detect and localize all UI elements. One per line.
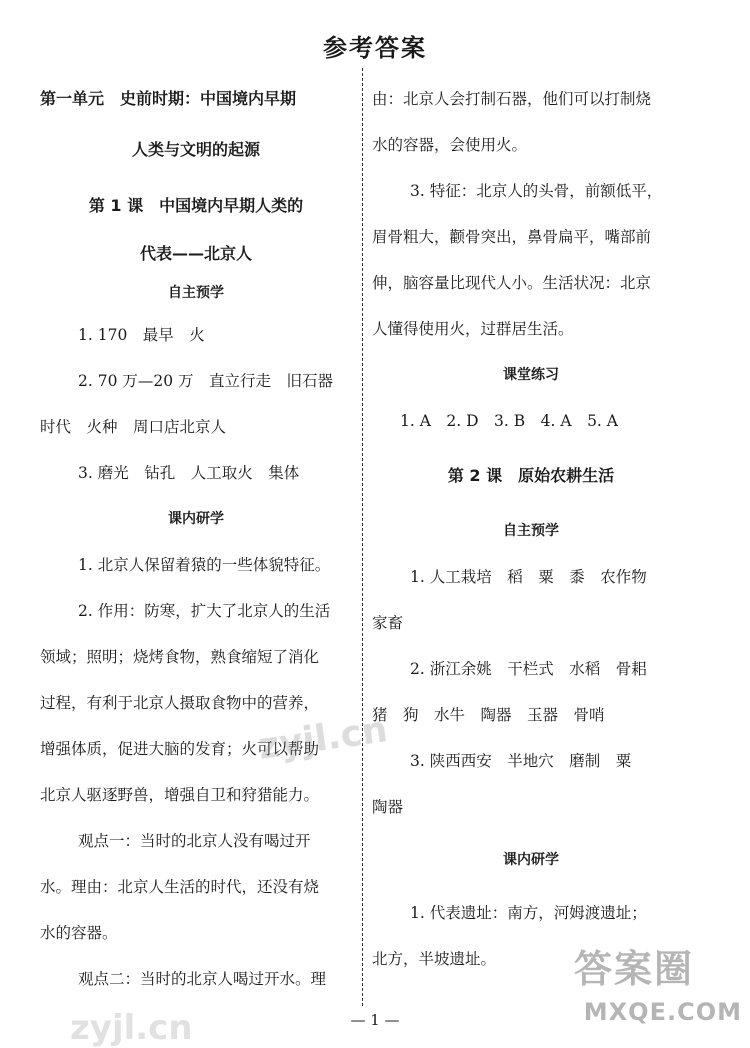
unit-title-line1: 第一单元 史前时期：中国境内早期 — [40, 89, 297, 108]
answer-line: 观点二：当时的北京人喝过开水。理 — [78, 970, 327, 988]
answer-line: 伸，脑容量比现代人小。生活状况：北京 — [372, 274, 652, 292]
section-preview-heading: 自主预学 — [168, 285, 224, 301]
answer-line: 3. 特征：北京人的头骨，前额低平， — [410, 182, 663, 200]
lesson1-title-line1: 第 1 课 中国境内早期人类的 — [88, 196, 304, 215]
page-number: — 1 — — [350, 1011, 400, 1029]
answer-line: 3. 磨光 钻孔 人工取火 集体 — [78, 464, 300, 482]
answer-line: 猪 狗 水牛 陶器 玉器 骨哨 — [372, 706, 605, 724]
answer-line: 1. 北京人保留着猿的一些体貌特征。 — [78, 556, 331, 574]
answer-line: 北京人驱逐野兽，增强自卫和狩猎能力。 — [40, 786, 320, 804]
watermark-logo-text: 答案圈 — [574, 947, 695, 991]
answer-line: 眉骨粗大，颧骨突出，鼻骨扁平，嘴部前 — [372, 228, 652, 246]
answer-line: 时代 火种 周口店北京人 — [40, 418, 227, 436]
section-practice-heading: 课堂练习 — [503, 367, 559, 383]
right-column — [372, 76, 690, 982]
section-preview-heading: 自主预学 — [503, 523, 559, 539]
answer-line: 过程，有利于北京人摄取食物中的营养， — [40, 694, 320, 712]
answer-line: 1. 人工栽培 稻 粟 黍 农作物 — [410, 568, 647, 586]
lesson2-title: 第 2 课 原始农耕生活 — [447, 466, 615, 485]
answer-line: 水的容器，会使用火。 — [372, 136, 528, 154]
watermark-logo-url: MXQE.COM — [583, 998, 742, 1026]
column-divider — [362, 68, 363, 1006]
answer-line: 水。理由：北京人生活的时代，还没有烧 — [40, 878, 320, 896]
section-study-heading: 课内研学 — [168, 511, 224, 527]
lesson1-title-line2: 代表——北京人 — [139, 244, 252, 263]
answer-line: 2. 作用：防寒，扩大了北京人的生活 — [78, 602, 331, 620]
answer-line: 2. 70 万—20 万 直立行走 旧石器 — [78, 372, 334, 390]
answer-line: 北方，半坡遗址。 — [372, 950, 497, 968]
page-title: 参考答案 — [323, 34, 427, 62]
unit-title-line2: 人类与文明的起源 — [131, 140, 260, 159]
watermark-text: zyjl.cn — [70, 1008, 193, 1048]
answer-line: 1. 170 最早 火 — [78, 326, 205, 344]
answer-line: 领域；照明；烧烤食物，熟食缩短了消化 — [40, 648, 320, 666]
answer-line: 家畜 — [372, 614, 404, 632]
answer-line: 水的容器。 — [40, 924, 118, 942]
answer-line: 人懂得使用火，过群居生活。 — [372, 320, 574, 338]
answer-line: 3. 陕西西安 半地穴 磨制 粟 — [410, 752, 632, 770]
answer-line: 1. 代表遗址：南方，河姆渡遗址； — [410, 904, 647, 922]
section-study-heading: 课内研学 — [503, 852, 559, 868]
answer-line: 陶器 — [372, 798, 404, 816]
practice-answers: 1. A 2. D 3. B 4. A 5. A — [400, 412, 618, 430]
answer-line: 增强体质，促进大脑的发育；火可以帮助 — [40, 740, 320, 758]
answer-line: 观点一：当时的北京人没有喝过开 — [78, 832, 311, 850]
answer-line: 2. 浙江余姚 干栏式 水稻 骨耜 — [410, 660, 647, 678]
left-column — [40, 76, 352, 1002]
answer-line: 由：北京人会打制石器，他们可以打制烧 — [372, 90, 652, 108]
watermark-text: zyjl.cn — [255, 709, 390, 768]
